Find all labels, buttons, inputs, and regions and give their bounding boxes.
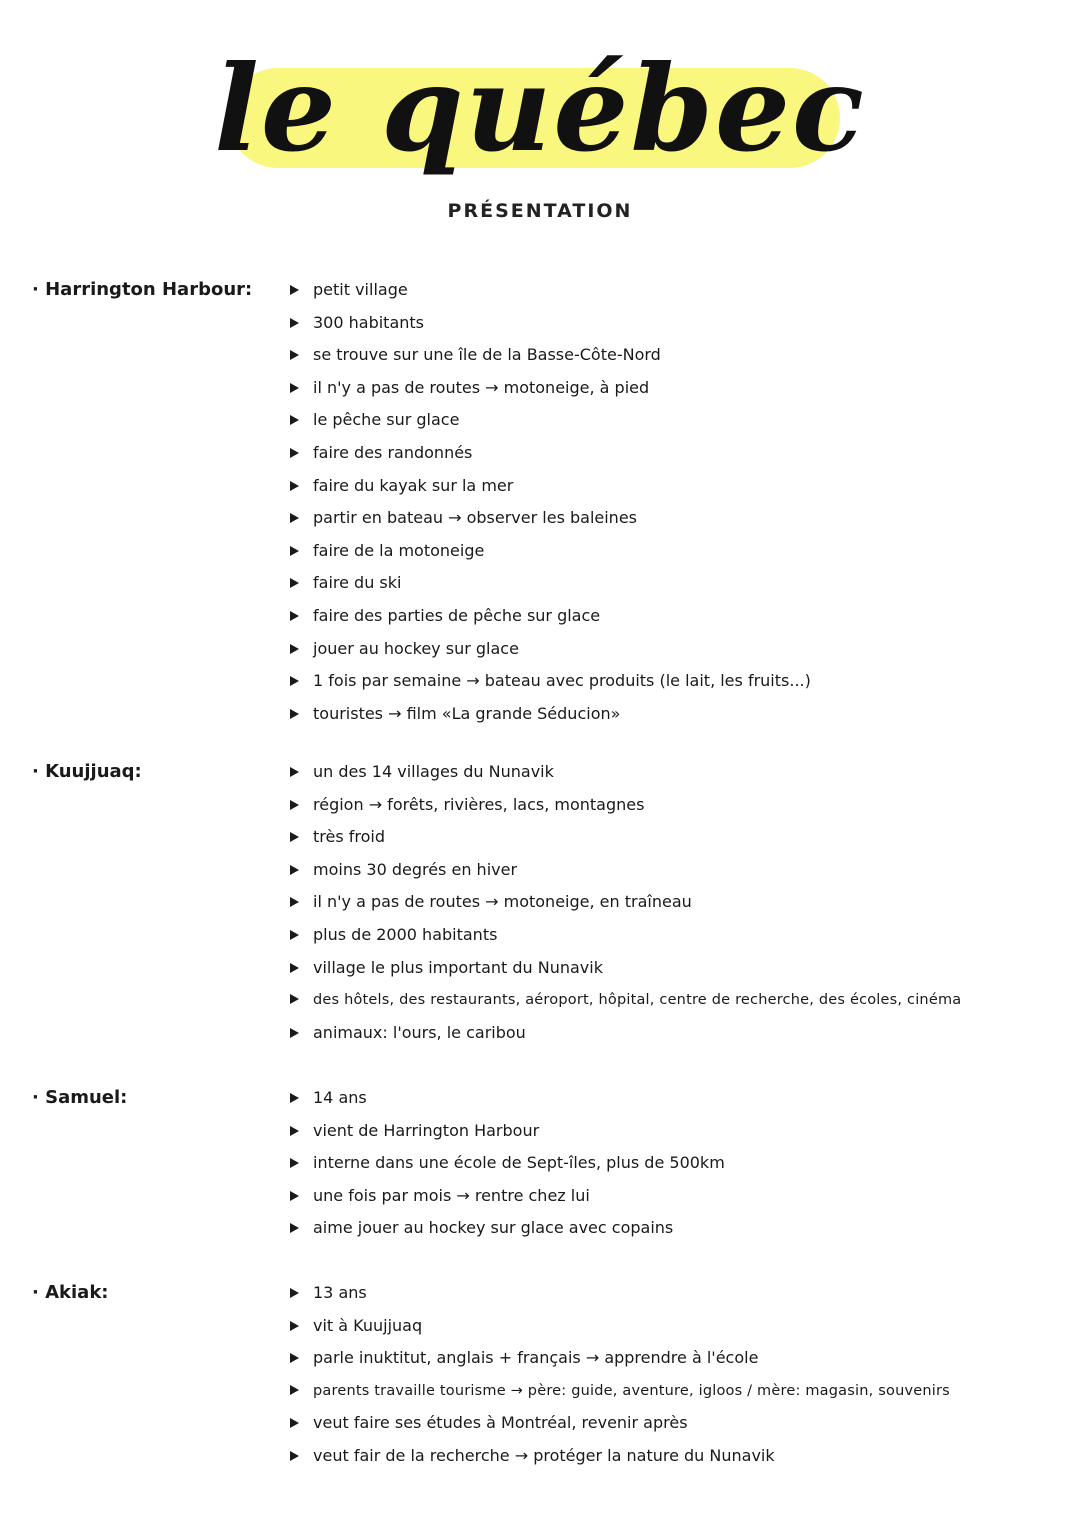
triangle-bullet-icon	[290, 1158, 299, 1168]
list-item	[290, 539, 811, 572]
triangle-bullet-icon	[290, 481, 299, 491]
list-item	[290, 1021, 961, 1054]
triangle-bullet-icon	[290, 578, 299, 588]
triangle-bullet-icon	[290, 1385, 299, 1395]
list-item-text: jouer au hockey sur glace	[313, 638, 519, 658]
list-item-text: se trouve sur une île de la Basse-Côte-Nord	[313, 345, 661, 365]
list-item	[290, 702, 811, 735]
triangle-bullet-icon	[290, 1321, 299, 1331]
list-item-text: faire du ski	[313, 573, 402, 593]
triangle-bullet-icon	[290, 415, 299, 425]
list-item	[290, 343, 811, 376]
list-item	[290, 311, 811, 344]
list-item-text: des hôtels, des restaurants, aéroport, hôpital, centre de recherche, des écoles, cinéma	[313, 992, 962, 1009]
bullet-list	[290, 760, 961, 1053]
list-item-text: il n'y a pas de routes → motoneige, à pied	[313, 377, 650, 397]
list-item	[290, 1281, 950, 1314]
list-item	[290, 571, 811, 604]
list-item-text: parents travaille tourisme → père: guide, aventure, igloos / mère: magasin, souvenirs	[313, 1382, 950, 1399]
list-item-text: partir en bateau → observer les baleines	[313, 508, 637, 528]
list-item-text: une fois par mois → rentre chez lui	[313, 1185, 590, 1205]
triangle-bullet-icon	[290, 546, 299, 556]
list-item	[290, 474, 811, 507]
triangle-bullet-icon	[290, 767, 299, 777]
list-item-text: veut faire ses études à Montréal, revenir après	[313, 1413, 688, 1433]
list-item-text: aime jouer au hockey sur glace avec copains	[313, 1218, 674, 1238]
triangle-bullet-icon	[290, 318, 299, 328]
list-item-text: 14 ans	[313, 1088, 367, 1107]
page-title: le québec	[214, 39, 866, 178]
triangle-bullet-icon	[290, 1418, 299, 1428]
page-subtitle: PRÉSENTATION	[447, 200, 633, 222]
list-item-text: un des 14 villages du Nunavik	[313, 762, 554, 781]
list-item	[290, 506, 811, 539]
list-item	[290, 278, 811, 311]
list-item-text: région → forêts, rivières, lacs, montagnes	[313, 794, 645, 814]
triangle-bullet-icon	[290, 285, 299, 295]
triangle-bullet-icon	[290, 865, 299, 875]
triangle-bullet-icon	[290, 644, 299, 654]
list-item	[290, 825, 961, 858]
triangle-bullet-icon	[290, 930, 299, 940]
list-item-text: moins 30 degrés en hiver	[313, 859, 518, 879]
list-item	[290, 376, 811, 409]
list-item-text: 1 fois par semaine → bateau avec produits (le lait, les fruits...)	[313, 671, 811, 691]
list-item	[290, 890, 961, 923]
list-item-text: village le plus important du Nunavik	[313, 957, 603, 977]
list-item-text: faire des parties de pêche sur glace	[313, 605, 601, 625]
list-item	[290, 1184, 725, 1217]
section-label: · Samuel:	[32, 1087, 128, 1108]
triangle-bullet-icon	[290, 1191, 299, 1201]
triangle-bullet-icon	[290, 832, 299, 842]
list-item	[290, 669, 811, 702]
list-item-text: il n'y a pas de routes → motoneige, en traîneau	[313, 892, 692, 912]
section-label: · Kuujjuaq:	[32, 761, 142, 782]
triangle-bullet-icon	[290, 611, 299, 621]
list-item	[290, 760, 961, 793]
list-item-text: animaux: l'ours, le caribou	[313, 1022, 526, 1042]
list-item	[290, 1346, 950, 1379]
title-area	[0, 30, 1080, 200]
list-item	[290, 604, 811, 637]
list-item-text: 300 habitants	[313, 312, 424, 332]
list-item-text: vit à Kuujjuaq	[313, 1315, 423, 1335]
triangle-bullet-icon	[290, 1126, 299, 1136]
triangle-bullet-icon	[290, 448, 299, 458]
section-label: · Akiak:	[32, 1282, 109, 1303]
list-item-text: le pêche sur glace	[313, 410, 460, 430]
bullet-list	[290, 1086, 725, 1249]
triangle-bullet-icon	[290, 383, 299, 393]
list-item	[290, 1411, 950, 1444]
triangle-bullet-icon	[290, 963, 299, 973]
triangle-bullet-icon	[290, 1093, 299, 1103]
list-item	[290, 1151, 725, 1184]
list-item	[290, 956, 961, 989]
list-item	[290, 1314, 950, 1347]
list-item-text: faire des randonnés	[313, 442, 473, 462]
triangle-bullet-icon	[290, 709, 299, 719]
list-item-text: 13 ans	[313, 1283, 367, 1302]
list-item	[290, 1444, 950, 1477]
list-item-text: interne dans une école de Sept-îles, plus de 500km	[313, 1153, 725, 1173]
list-item-text: veut fair de la recherche → protéger la nature du Nunavik	[313, 1445, 775, 1465]
list-item	[290, 793, 961, 826]
list-item	[290, 858, 961, 891]
list-item	[290, 988, 961, 1021]
triangle-bullet-icon	[290, 897, 299, 907]
triangle-bullet-icon	[290, 1353, 299, 1363]
list-item-text: vient de Harrington Harbour	[313, 1120, 540, 1140]
list-item-text: faire du kayak sur la mer	[313, 475, 514, 495]
list-item	[290, 637, 811, 670]
triangle-bullet-icon	[290, 513, 299, 523]
bullet-list	[290, 1281, 950, 1477]
list-item-text: touristes → film «La grande Séducion»	[313, 703, 621, 723]
triangle-bullet-icon	[290, 1288, 299, 1298]
triangle-bullet-icon	[290, 994, 299, 1004]
triangle-bullet-icon	[290, 1451, 299, 1461]
triangle-bullet-icon	[290, 1028, 299, 1038]
bullet-list	[290, 278, 811, 734]
list-item	[290, 1119, 725, 1152]
triangle-bullet-icon	[290, 800, 299, 810]
list-item-text: plus de 2000 habitants	[313, 924, 498, 944]
list-item	[290, 923, 961, 956]
list-item-text: petit village	[313, 280, 408, 299]
list-item	[290, 1379, 950, 1412]
triangle-bullet-icon	[290, 676, 299, 686]
triangle-bullet-icon	[290, 1223, 299, 1233]
list-item-text: faire de la motoneige	[313, 540, 485, 560]
triangle-bullet-icon	[290, 350, 299, 360]
list-item	[290, 408, 811, 441]
list-item	[290, 441, 811, 474]
list-item-text: parle inuktitut, anglais + français → apprendre à l'école	[313, 1348, 759, 1368]
list-item	[290, 1216, 725, 1249]
list-item-text: très froid	[313, 827, 386, 847]
list-item	[290, 1086, 725, 1119]
section-label: · Harrington Harbour:	[32, 279, 253, 300]
